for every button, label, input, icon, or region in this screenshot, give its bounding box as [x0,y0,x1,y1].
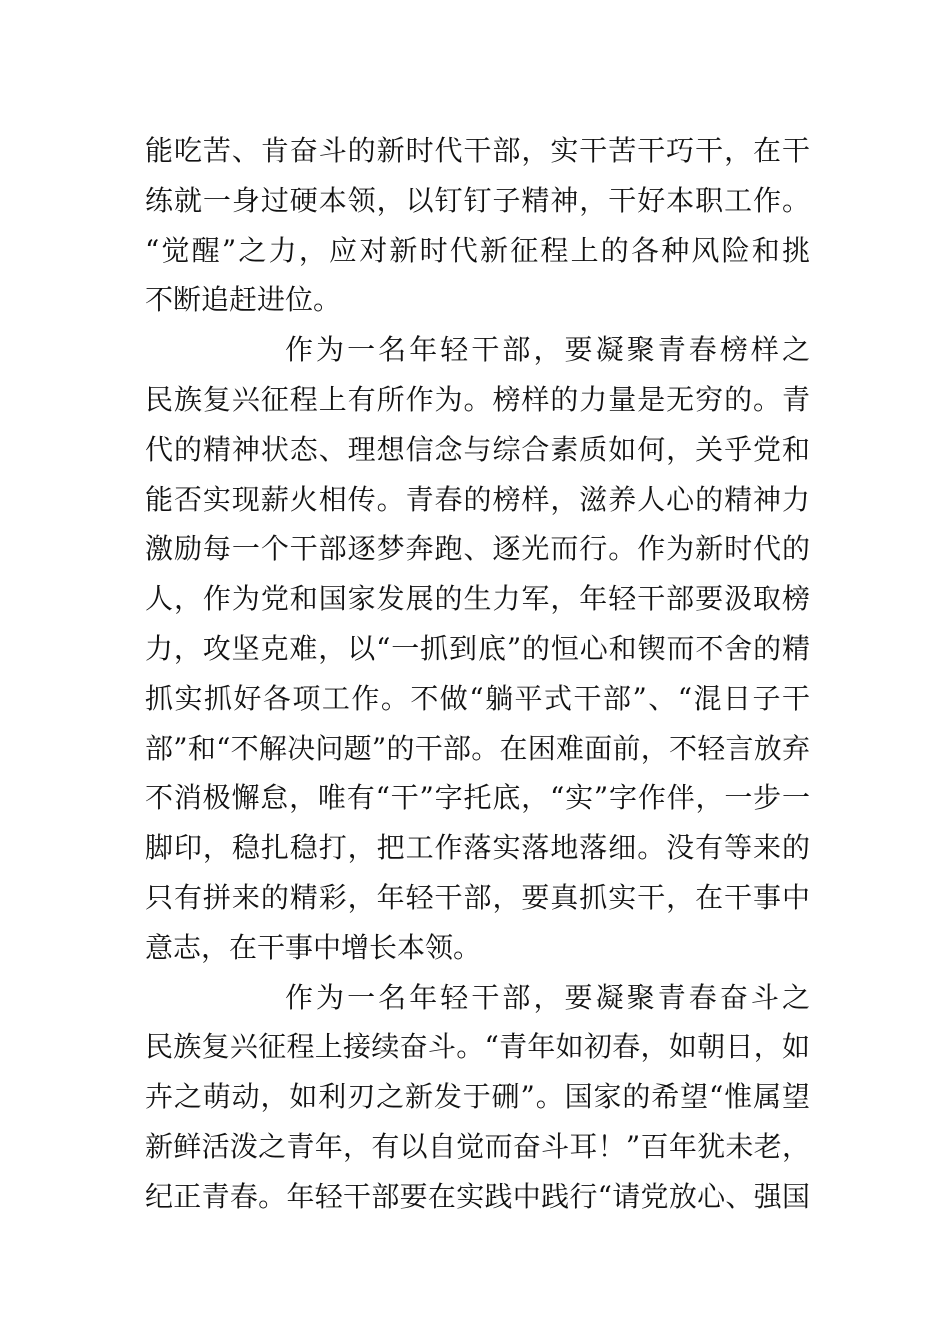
paragraph-first-line: 作为一名年轻干部，要凝聚青春奋斗之 [285,980,810,1014]
text-line: 卉之萌动，如利刃之新发于硎”。国家的希望“惟属望 [145,1080,810,1114]
text-line: 脚印，稳扎稳打，把工作落实落地落细。没有等来的 [145,831,810,865]
text-line: 新鲜活泼之青年，有以自觉而奋斗耳！”百年犹未老， [145,1129,810,1163]
document-body [145,126,810,1222]
text-line: 力，攻坚克难，以“一抓到底”的恒心和锲而不舍的精 [145,631,810,665]
text-line: 不消极懈怠，唯有“干”字托底，“实”字作伴，一步一 [145,781,810,815]
text-line: 只有拼来的精彩，年轻干部，要真抓实干，在干事中 [145,880,810,914]
text-line: 激励每一个干部逐梦奔跑、逐光而行。作为新时代的 [145,532,810,566]
text-line: 练就一身过硬本领，以钉钉子精神，干好本职工作。 [145,183,810,217]
text-line: 抓实抓好各项工作。不做“躺平式干部”、“混日子干 [145,681,810,715]
paragraph-first-line: 作为一名年轻干部，要凝聚青春榜样之 [285,333,810,367]
text-line: 民族复兴征程上有所作为。榜样的力量是无穷的。青 [145,382,810,416]
text-line: 部”和“不解决问题”的干部。在困难面前，不轻言放弃 [145,731,810,765]
text-line: 人，作为党和国家发展的生力军，年轻干部要汲取榜 [145,582,810,616]
text-line: “觉醒”之力，应对新时代新征程上的各种风险和挑 [145,233,810,267]
text-line: 能否实现薪火相传。青春的榜样，滋养人心的精神力 [145,482,810,516]
text-line: 不断追赶进位。 [145,283,342,317]
text-line: 代的精神状态、理想信念与综合素质如何，关乎党和 [145,432,810,466]
text-line: 纪正青春。年轻干部要在实践中践行“请党放心、强国 [145,1179,810,1213]
text-line: 意志，在干事中增长本领。 [145,930,482,964]
text-line: 能吃苦、肯奋斗的新时代干部，实干苦干巧干，在干 [145,134,810,167]
text-line: 民族复兴征程上接续奋斗。“青年如初春，如朝日，如 [145,1030,810,1064]
